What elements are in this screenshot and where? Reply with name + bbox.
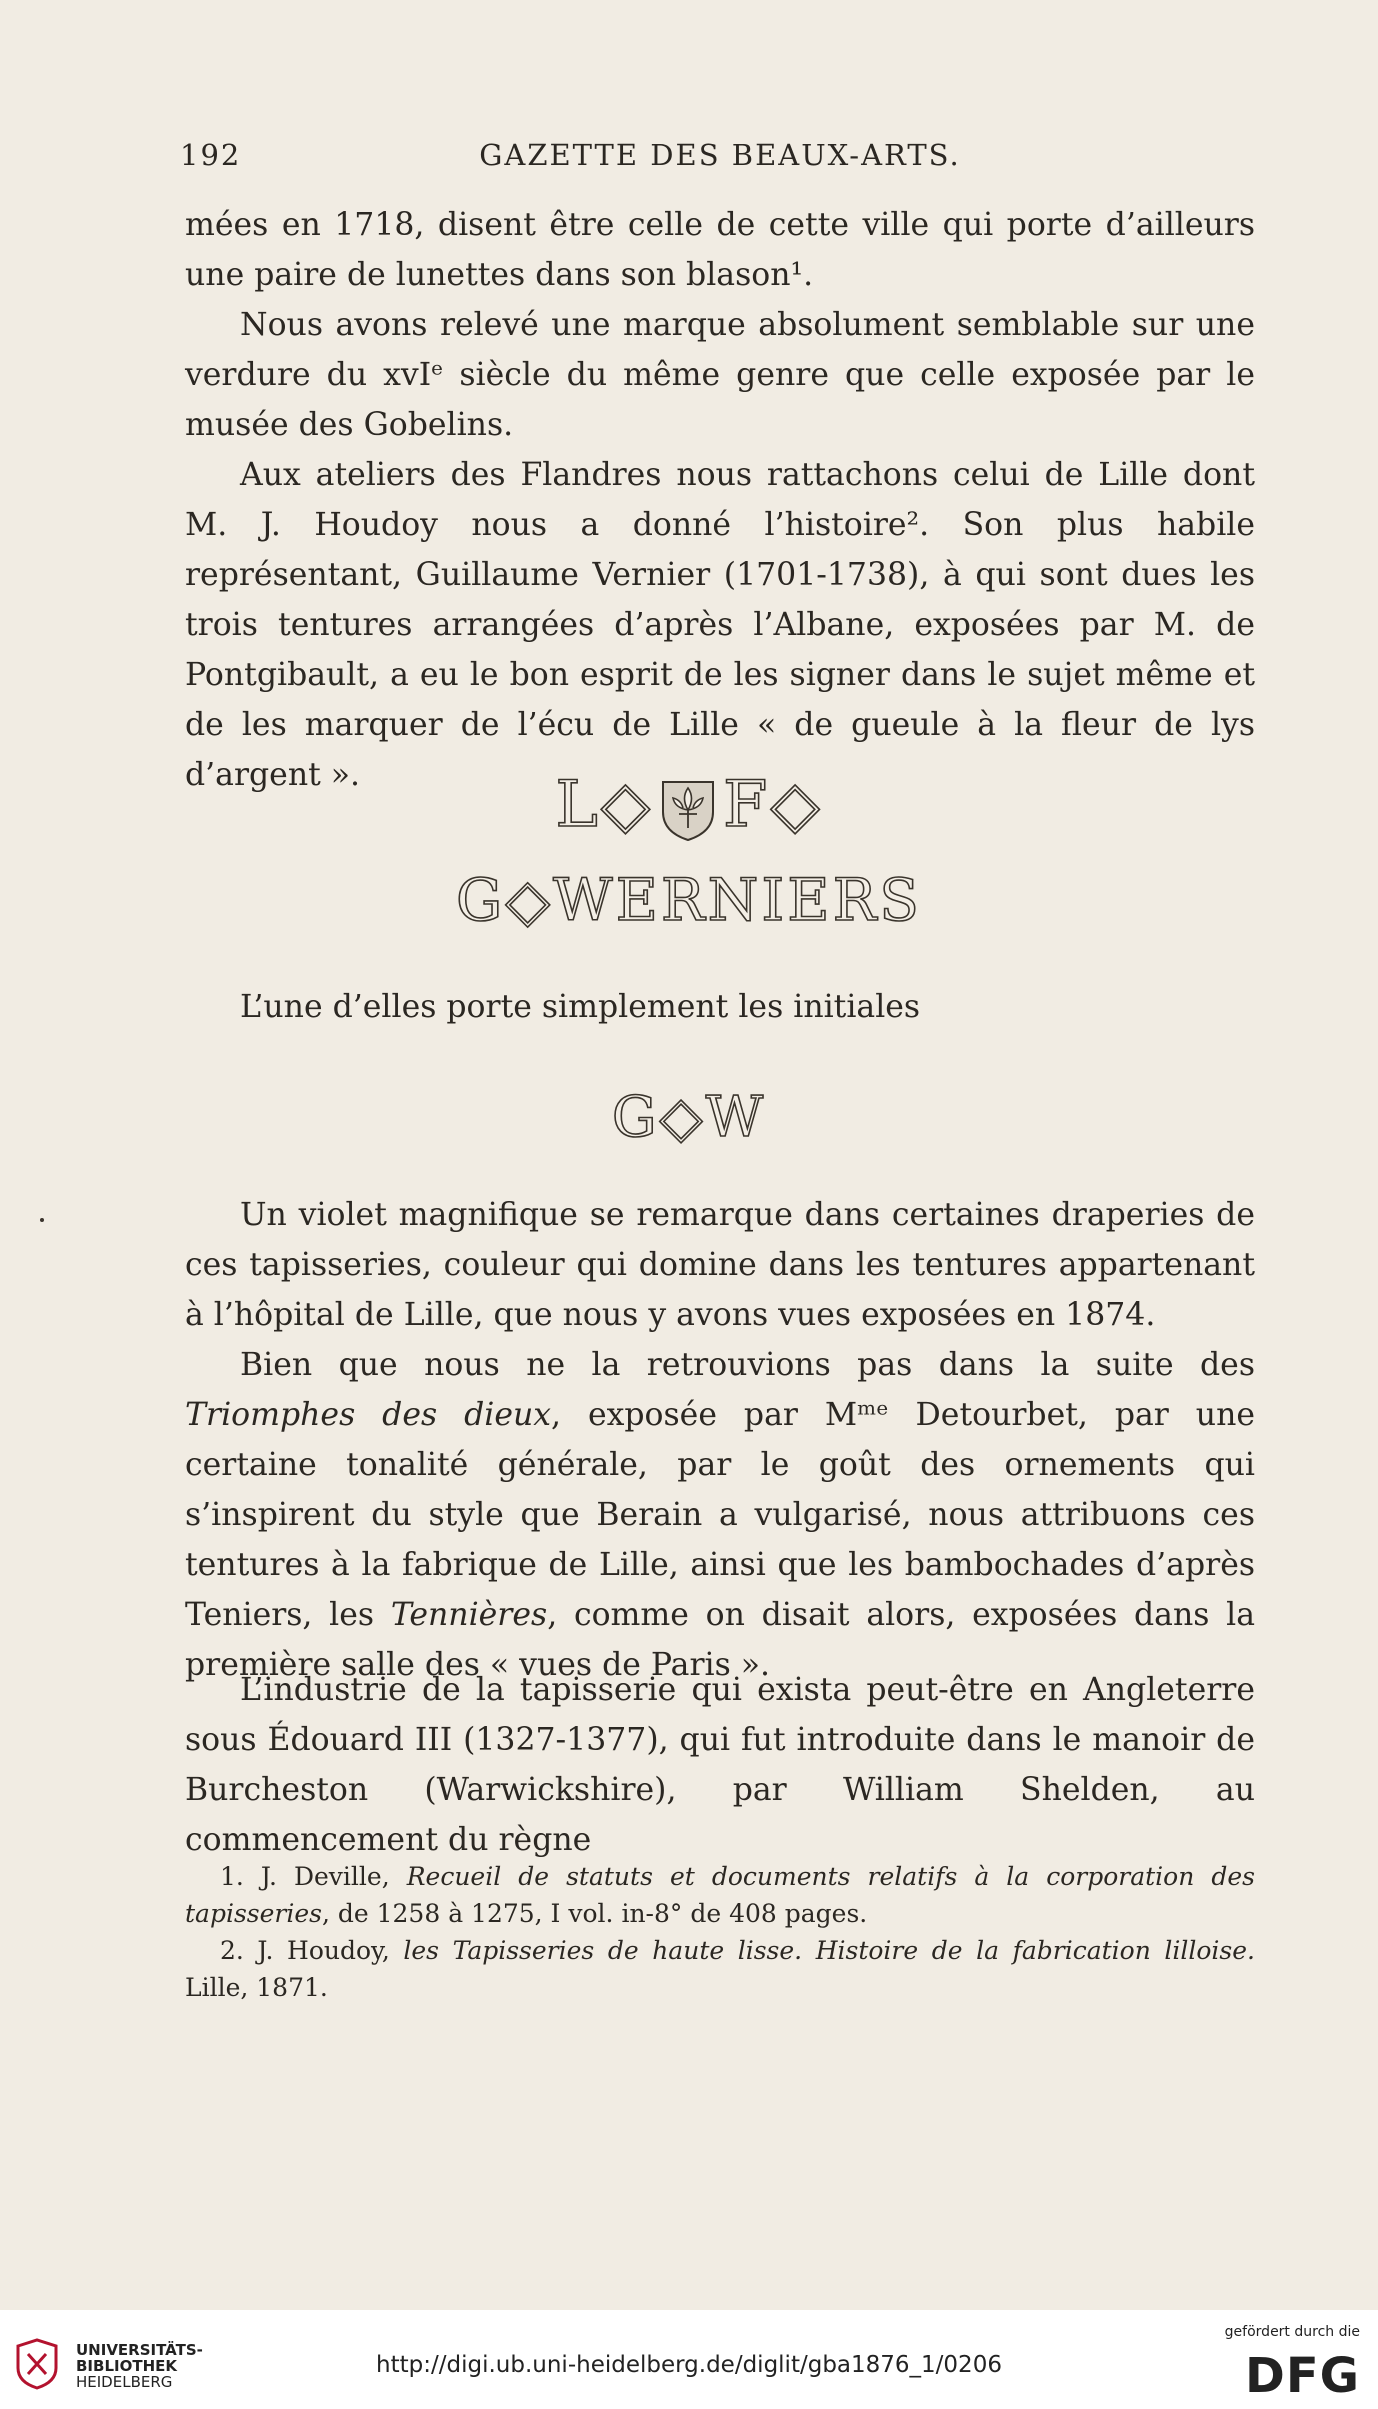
text-block-bottom xyxy=(185,1665,1255,1865)
library-name-line-2: BIBLIOTHEK xyxy=(76,2357,177,2375)
werniers-mark: G◇WERNIERS xyxy=(456,866,922,934)
library-name-line-1: UNIVERSITÄTS- xyxy=(76,2341,203,2359)
fleur-de-lys-shield-icon xyxy=(659,778,717,842)
text-block-top xyxy=(185,200,1255,800)
title-tennieres: Tennières xyxy=(390,1597,548,1633)
paragraph-6-end: , comme on disait alors, exposées dans la première salle des « vues de Paris ». xyxy=(185,1597,1255,1683)
footnote-2 xyxy=(185,1932,1255,2006)
paragraph-3: Aux ateliers des Flandres nous rattachons celui de Lille dont M. J. Houdoy nous a donné l’histoire². Son plus habile représentant, Guillaume Vernier (1701-1738), à qui sont dues les trois tentures arrangées d’après l’Albane, exposées par M. de Pontgibault, a eu le bon esprit de les signer dans le sujet même et de les marquer de l’écu de Lille « de gueule à la fleur de lys d’argent ». xyxy=(185,457,1255,793)
footnote-1 xyxy=(185,1858,1255,1932)
footnote-1-end: , de 1258 à 1275, I vol. in-8° de 408 pages. xyxy=(321,1899,868,1928)
footnote-1-title: Recueil de statuts et documents relatifs à la corporation des tapisseries xyxy=(185,1862,1255,1928)
footnote-2-start: 2. J. Houdoy, xyxy=(220,1936,404,1965)
footnote-2-end: Lille, 1871. xyxy=(185,1973,328,2002)
paragraph-5: Un violet magnifique se remarque dans certaines draperies de ces tapisseries, couleur qui domine dans les tentures appartenant à l’hôpital de Lille, que nous y avons vues exposées en 1874. xyxy=(185,1197,1255,1333)
gw-mark: G◇W xyxy=(611,1085,767,1150)
mark-letter-f: F◇ xyxy=(723,768,823,842)
paragraph-6 xyxy=(185,1340,1255,1690)
footnote-2-title: les Tapisseries de haute lisse. Histoire de la fabrication lilloise. xyxy=(403,1936,1256,1965)
paragraph-6-start: Bien que nous ne la retrouvions pas dans la suite des xyxy=(240,1347,1255,1383)
page-header xyxy=(180,138,1260,182)
footnotes xyxy=(185,1858,1255,2006)
paragraph-2: Nous avons relevé une marque absolument semblable sur une verdure du xvIᵉ siècle du même genre que celle exposée par le musée des Gobelins. xyxy=(185,307,1255,443)
margin-dot xyxy=(40,1218,44,1222)
title-triomphes: Triomphes des dieux xyxy=(185,1397,552,1433)
page-number: 192 xyxy=(180,138,242,172)
permalink[interactable]: http://digi.ub.uni-heidelberg.de/diglit/gba1876_1/0206 xyxy=(376,2352,1002,2378)
text-block-initials xyxy=(185,982,1255,1032)
footnote-1-start: 1. J. Deville, xyxy=(220,1862,407,1891)
paragraph-6-middle: , exposée par Mᵐᵉ Detourbet, par une certaine tonalité générale, par le goût des ornements qui s’inspirent du style que Berain a vulgarisé, nous attribuons ces tentures à la fabrique de Lille, ainsi que les bambochades d’après Teniers, les xyxy=(185,1397,1255,1633)
dfg-logo: DFG xyxy=(1244,2348,1360,2404)
paragraph-7: L’industrie de la tapisserie qui exista peut-être en Angleterre sous Édouard III (1327-1377), qui fut introduite dans le manoir de Burcheston (Warwickshire), par William Shelden, au commencement du règne xyxy=(185,1672,1255,1858)
mark-letter-l: L◇ xyxy=(555,768,654,842)
library-name-line-3: HEIDELBERG xyxy=(76,2373,173,2391)
running-title: GAZETTE DES BEAUX-ARTS. xyxy=(479,138,961,172)
funding-label: gefördert durch die xyxy=(1224,2324,1360,2340)
lille-mark xyxy=(0,760,1378,850)
text-block-middle xyxy=(185,1190,1255,1690)
paragraph-4: L’une d’elles porte simplement les initiales xyxy=(240,989,921,1025)
digitization-footer xyxy=(0,2310,1378,2409)
paragraph-1: mées en 1718, disent être celle de cette ville qui porte d’ailleurs une paire de lunettes dans son blason¹. xyxy=(185,207,1255,293)
